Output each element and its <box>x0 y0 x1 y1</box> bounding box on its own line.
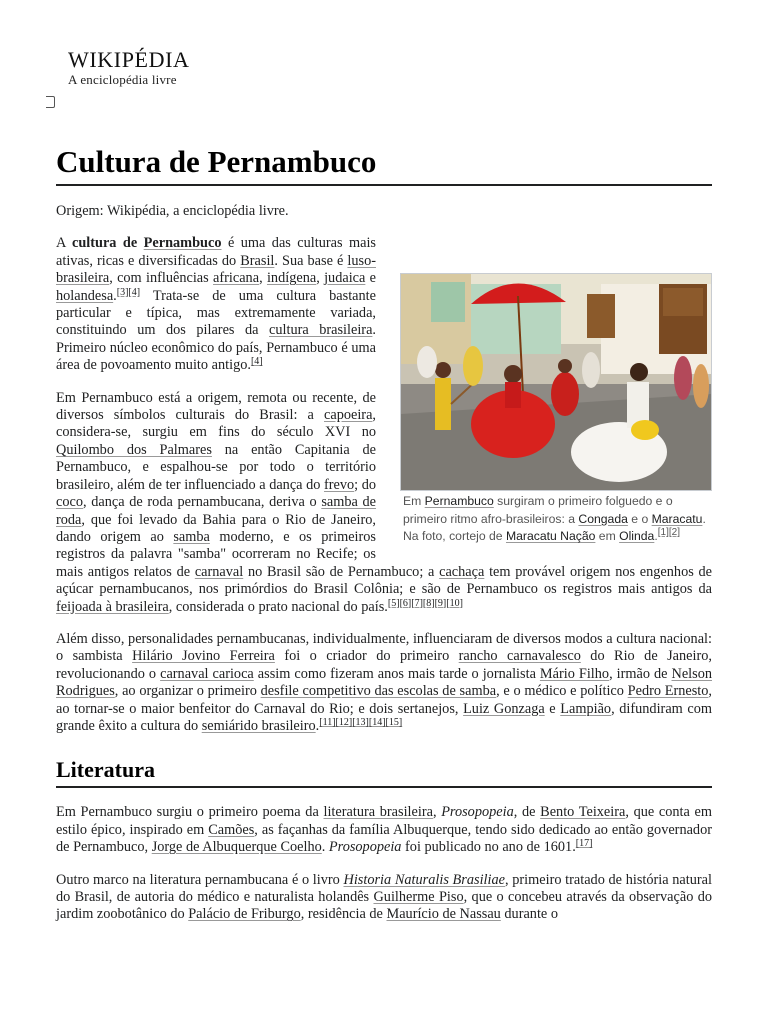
citation-link[interactable]: [5] <box>387 597 400 609</box>
figure-caption: Em Pernambuco surgiram o primeiro folguedo e o primeiro ritmo afro-brasileiros: a Congada e o Maracatu. Na foto, cortejo de Maracatu Nação em Olinda.[1][2] <box>403 494 706 544</box>
link-literatura-brasileira[interactable]: literatura brasileira <box>323 804 433 821</box>
link-jorge-de-albuquerque-coelho[interactable]: Jorge de Albuquerque Coelho <box>151 839 322 856</box>
article-body <box>56 203 712 939</box>
paragraph-intro: A cultura de Pernambuco é uma das culturas mais ativas, ricas e diversificadas do Brasil. Sua base é luso-brasileira, com influências africana, indígena, judaica e holandesa.[3][4] Trata-se de uma cultura bastante particular e típica, mas extremamente variada, constituindo um dos pilares da cultura brasileira. Primeiro núcleo econômico do país, Pernambuco é uma área de povoamento muito antigo.[4] <box>56 235 377 374</box>
citation-link[interactable]: [4] <box>250 356 263 368</box>
citation-link[interactable]: [3] <box>116 286 129 298</box>
citation-link[interactable]: [12] <box>335 716 353 728</box>
link-carnaval[interactable]: carnaval <box>194 563 244 580</box>
link-cachaca[interactable]: cachaça <box>439 563 485 580</box>
link-samba-de-roda[interactable]: samba de roda <box>56 494 377 528</box>
paragraph-personalities: Além disso, personalidades pernambucanas, individualmente, influenciaram de diversos modos a cultura nacional: o sambista Hilário Jovino Ferreira foi o criador do primeiro rancho carnavalesco do Rio de Janeiro, revolucionando o carnaval carioca assim como fizeram anos mais tarde o jornalista Mário Filho, irmão de Nelson Rodrigues, ao organizar o primeiro desfile competitivo das escolas de samba, e o médico e político Pedro Ernesto, ao tornar-se o maior benfeitor do Carnaval do Rio; e dois sertanejos, Luiz Gonzaga e Lampião, difundiram com grande êxito a cultura do semiárido brasileiro.[11][12][13][14][15] <box>56 630 713 734</box>
section-heading-literatura[interactable]: Literatura <box>56 757 712 788</box>
link-camoes[interactable]: Camões <box>208 821 255 838</box>
thumbnail-figure <box>400 273 712 545</box>
link-feijoada-a-brasileira[interactable]: feijoada à brasileira <box>56 598 169 615</box>
citation-link[interactable]: [8] <box>422 597 435 609</box>
link-carnaval-carioca[interactable]: carnaval carioca <box>160 665 254 682</box>
link-coco[interactable]: coco <box>56 494 83 511</box>
maracatu-photo[interactable] <box>400 273 712 491</box>
link-mario-filho[interactable]: Mário Filho <box>539 665 610 682</box>
link-semiarido-brasileiro[interactable]: semiárido brasileiro <box>201 717 316 734</box>
citation-link[interactable]: [10] <box>446 597 463 609</box>
title-prosopopeia: Prosopopeia <box>328 839 402 856</box>
link-nelson-rodrigues[interactable]: Nelson Rodrigues <box>56 665 713 700</box>
link-luso-brasileira[interactable]: luso-brasileira <box>56 252 376 287</box>
paragraph-literatura-2: Outro marco na literatura pernambucana é o livro Historia Naturalis Brasiliae, primeiro tratado de história natural do Brasil, de autoria do médico e naturalista holandês Guilherme Piso, que o concebeu através da observação do jardim zoobotânico do Palácio de Friburgo, residência de Maurício de Nassau durante o <box>56 871 713 923</box>
citation-link[interactable]: [9] <box>434 597 447 609</box>
page-title: Cultura de Pernambuco <box>56 142 712 186</box>
link-maracatu[interactable]: Maracatu <box>651 511 703 526</box>
menu-toggle-icon[interactable] <box>46 96 55 108</box>
link-palacio-de-friburgo[interactable]: Palácio de Friburgo <box>188 906 301 923</box>
citation-link[interactable]: [11] <box>319 716 336 728</box>
citation-link[interactable]: [14] <box>368 716 386 728</box>
link-desfile-escolas-de-samba[interactable]: desfile competitivo das escolas de samba <box>260 683 497 700</box>
logo-wordmark: WIKIPÉDIA <box>68 47 190 72</box>
paragraph-origins: Em Pernambuco está a origem, remota ou recente, de diversos símbolos culturais do Brasil: a capoeira, considera-se, surgiu em fins do século XVI no Quilombo dos Palmares na então Capitania de Pernambuco, e espalhou-se por todo o território brasileiro, além de ter influenciado a dança do frevo; do coco, dança de roda pernambucana, deriva o samba de roda, que foi levado da Bahia para o Rio de Janeiro, dando origem ao samba moderno, e os primeiros registros da palavra "samba" ocorreram no Recife; os mais antigos relatos de carnaval no Brasil são de Pernambuco; a cachaça tem provável origem nos engenhos de açúcar pernambucanos, nos primórdios do Brasil Colônia; e são de Pernambuco os registros mais antigos da feijoada à brasileira, considerada o prato nacional do país.[5][6][7][8][9][10] <box>56 389 713 615</box>
citation-link[interactable]: [7] <box>411 597 423 609</box>
link-indigena[interactable]: indígena <box>266 270 317 287</box>
link-bento-teixeira[interactable]: Bento Teixeira <box>540 804 626 821</box>
link-cultura-brasileira[interactable]: cultura brasileira <box>269 322 373 339</box>
link-capoeira[interactable]: capoeira <box>324 407 373 424</box>
link-pernambuco[interactable]: Pernambuco <box>424 494 494 509</box>
logo-tagline: A enciclopédia livre <box>68 72 177 87</box>
link-congada[interactable]: Congada <box>578 511 628 526</box>
paragraph-literatura-1: Em Pernambuco surgiu o primeiro poema da literatura brasileira, Prosopopeia, de Bento Teixeira, que conta em estilo épico, inspirado em Camões, as façanhas da família Albuquerque, tendo sido dedicado ao então governador de Pernambuco, Jorge de Albuquerque Coelho. Prosopopeia foi publicado no ano de 1601.[17] <box>56 804 713 856</box>
link-samba[interactable]: samba <box>173 528 210 545</box>
link-judaica[interactable]: judaica <box>324 270 366 287</box>
link-guilherme-piso[interactable]: Guilherme Piso <box>373 889 464 905</box>
link-pernambuco[interactable]: Pernambuco <box>143 235 222 252</box>
wikipedia-logo[interactable] <box>68 48 189 88</box>
link-quilombo-dos-palmares[interactable]: Quilombo dos Palmares <box>56 441 212 458</box>
citation-link[interactable]: [4] <box>128 286 141 298</box>
link-olinda[interactable]: Olinda <box>619 529 655 544</box>
link-rancho-carnavalesco[interactable]: rancho carnavalesco <box>458 648 581 665</box>
link-brasil[interactable]: Brasil <box>240 252 275 269</box>
citation-link[interactable]: [1] <box>657 527 669 539</box>
link-maracatu-nacao[interactable]: Maracatu Nação <box>505 529 596 544</box>
link-africana[interactable]: africana <box>213 270 260 287</box>
citation-link[interactable]: [17] <box>575 838 593 850</box>
link-pedro-ernesto[interactable]: Pedro Ernesto <box>627 683 709 700</box>
link-hilario-jovino-ferreira[interactable]: Hilário Jovino Ferreira <box>132 648 275 665</box>
link-historia-naturalis-brasiliae[interactable]: Historia Naturalis Brasiliae <box>343 871 505 888</box>
link-lampiao[interactable]: Lampião <box>560 700 612 717</box>
origin-note: Origem: Wikipédia, a enciclopédia livre. <box>56 203 289 219</box>
citation-link[interactable]: [13] <box>352 716 369 728</box>
citation-link[interactable]: [6] <box>399 597 412 609</box>
citation-link[interactable]: [15] <box>385 716 403 728</box>
link-luiz-gonzaga[interactable]: Luiz Gonzaga <box>463 700 545 717</box>
link-frevo[interactable]: frevo <box>323 476 355 493</box>
title-prosopopeia: Prosopopeia <box>441 804 514 821</box>
link-holandesa[interactable]: holandesa <box>56 287 114 304</box>
citation-link[interactable]: [2] <box>668 527 680 539</box>
link-mauricio-de-nassau[interactable]: Maurício de Nassau <box>386 906 501 923</box>
